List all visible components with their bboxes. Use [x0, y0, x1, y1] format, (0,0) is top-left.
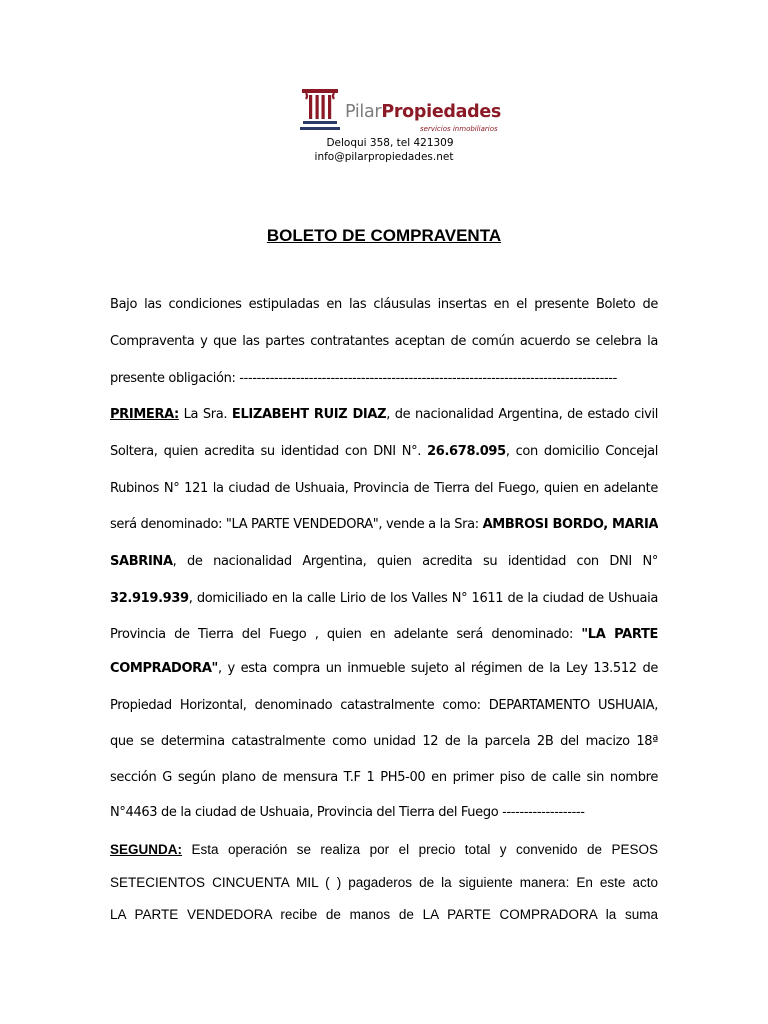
primera-line-10: que se determina catastralmente como unidad 12 de la parcela 2B del macizo 18ª	[110, 734, 658, 749]
primera-line-8	[110, 661, 658, 676]
primera-text: , domiciliado en la calle Lirio de los Valles N° 1611 de la ciudad de Ushuaia	[188, 591, 658, 606]
primera-text: Provincia de Tierra del Fuego , quien en adelante será denominado:	[110, 627, 582, 642]
intro-line-1: Bajo las condiciones estipuladas en las cláusulas insertas en el presente Boleto de	[110, 297, 658, 312]
primera-text: , de nacionalidad Argentina, de estado civil	[386, 407, 658, 422]
segunda-label: SEGUNDA:	[110, 842, 183, 857]
seller-dni: 26.678.095	[427, 444, 506, 459]
brand-pilar: Pilar	[345, 102, 382, 122]
buyer-role: "LA PARTE	[581, 627, 658, 642]
contact-email: info@pilarpropiedades.net	[314, 151, 454, 163]
primera-text: , con domicilio Concejal	[505, 444, 658, 459]
buyer-name: AMBROSI BORDO, MARIA	[482, 517, 658, 532]
document-title: BOLETO DE COMPRAVENTA	[266, 226, 502, 245]
brand-propiedades: Propiedades	[381, 102, 502, 122]
primera-text: , de nacionalidad Argentina, quien acredita su identidad con DNI N°	[172, 554, 658, 569]
primera-line-1	[110, 407, 658, 422]
primera-label: PRIMERA:	[110, 407, 179, 422]
buyer-name-cont: SABRINA	[110, 554, 173, 569]
primera-text: La Sra.	[178, 407, 232, 422]
segunda-text: Esta operación se realiza por el precio total y convenido de PESOS	[182, 842, 658, 857]
intro-line-3: presente obligación: ---------------------------------------------------------------------------------------	[110, 371, 617, 386]
seller-name: ELIZABEHT RUIZ DIAZ	[231, 407, 387, 422]
primera-line-12: N°4463 de la ciudad de Ushuaia, Provincia del Tierra del Fuego -------------------	[110, 805, 585, 820]
primera-line-7	[110, 627, 658, 642]
primera-line-3: Rubinos N° 121 la ciudad de Ushuaia, Provincia de Tierra del Fuego, quien en adelante	[110, 481, 658, 496]
column-logo-icon	[300, 86, 340, 132]
primera-line-2	[110, 444, 658, 459]
intro-line-2: Compraventa y que las partes contratantes aceptan de común acuerdo se celebra la	[110, 334, 658, 349]
brand-name	[345, 102, 501, 122]
segunda-line-1	[110, 842, 658, 857]
segunda-line-2: SETECIENTOS CINCUENTA MIL ( ) pagaderos de la siguiente manera: En este acto	[110, 875, 658, 890]
primera-text: , y esta compra un inmueble sujeto al régimen de la Ley 13.512 de	[217, 661, 658, 676]
primera-text: será denominado: "LA PARTE VENDEDORA", vende a la Sra:	[110, 517, 483, 532]
primera-line-5	[110, 554, 658, 569]
contact-address: Deloqui 358, tel 421309	[326, 137, 454, 149]
primera-line-11: sección G según plano de mensura T.F 1 PH5-00 en primer piso de calle sin nombre	[110, 770, 658, 785]
primera-line-9: Propiedad Horizontal, denominado catastralmente como: DEPARTAMENTO USHUAIA,	[110, 698, 658, 713]
segunda-line-3: LA PARTE VENDEDORA recibe de manos de LA PARTE COMPRADORA la suma	[110, 907, 658, 922]
buyer-dni: 32.919.939	[110, 591, 189, 606]
primera-line-6	[110, 591, 658, 606]
primera-text: Soltera, quien acredita su identidad con DNI N°.	[110, 444, 428, 459]
buyer-role-cont: COMPRADORA"	[110, 661, 218, 676]
primera-line-4	[110, 517, 658, 532]
brand-tagline: servicios inmobiliarios	[420, 125, 498, 133]
company-logo	[300, 86, 500, 134]
